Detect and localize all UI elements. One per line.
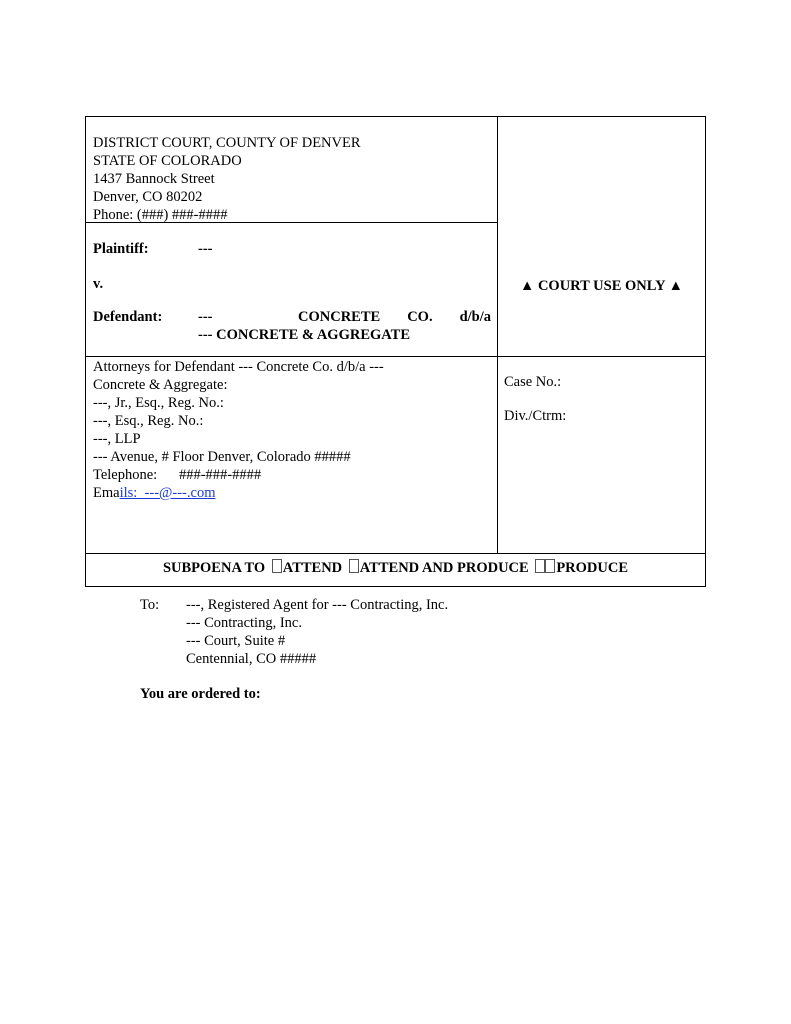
attorney-info	[93, 358, 384, 502]
court-street: 1437 Bannock Street	[93, 171, 215, 187]
court-info	[93, 134, 361, 224]
party-info	[93, 240, 491, 344]
case-info	[504, 373, 566, 441]
recipient-line: --- Court, Suite #	[186, 633, 286, 649]
versus-row	[93, 275, 491, 293]
subpoena-type-row	[86, 559, 705, 577]
court-phone: Phone: (###) ###-####	[93, 207, 228, 223]
attorney-telephone: Telephone: ###-###-####	[93, 467, 262, 483]
plaintiff-name: ---	[198, 241, 213, 257]
produce-checkbox-2[interactable]	[545, 559, 555, 573]
versus-text: v.	[93, 276, 104, 292]
attorney-line: Attorneys for Defendant --- Concrete Co. d/b/a ---	[93, 359, 384, 375]
produce-option: PRODUCE	[556, 560, 629, 576]
defendant-label: Defendant:	[93, 309, 163, 325]
attorney-line: --- Avenue, # Floor Denver, Colorado #####	[93, 449, 351, 465]
defendant-word: CO.	[407, 309, 433, 325]
recipient-line: --- Contracting, Inc.	[186, 615, 302, 631]
subpoena-row-divider	[86, 553, 705, 554]
defendant-prefix: ---	[198, 309, 213, 325]
court-use-only-label: ▲ COURT USE ONLY ▲	[519, 278, 684, 294]
division-label: Div./Ctrm:	[504, 408, 567, 424]
produce-checkbox[interactable]	[535, 559, 545, 573]
email-prefix: Ema	[93, 485, 120, 501]
caption-column-divider	[497, 117, 498, 554]
case-number-label: Case No.:	[504, 374, 562, 390]
attend-and-produce-checkbox[interactable]	[349, 559, 359, 573]
plaintiff-label: Plaintiff:	[93, 241, 149, 257]
attorney-line: Concrete & Aggregate:	[93, 377, 228, 393]
attend-option: ATTEND	[282, 560, 343, 576]
caption-row-divider	[86, 356, 705, 357]
defendant-word: CONCRETE	[298, 309, 381, 325]
recipient-line: Centennial, CO #####	[186, 651, 317, 667]
defendant-row-2	[93, 326, 491, 344]
case-caption-table	[85, 116, 706, 587]
attorney-line: ---, Jr., Esq., Reg. No.:	[93, 395, 224, 411]
defendant-name-line2: --- CONCRETE & AGGREGATE	[198, 327, 411, 343]
attorney-emails	[93, 484, 384, 502]
defendant-row	[93, 308, 491, 326]
defendant-word: d/b/a	[459, 309, 491, 325]
subpoena-title: SUBPOENA TO	[162, 560, 266, 576]
court-name: DISTRICT COURT, COUNTY OF DENVER	[93, 135, 361, 151]
email-link[interactable]: ils: ---@---.com	[119, 485, 216, 501]
defendant-name-line1	[298, 308, 491, 326]
to-label: To:	[140, 597, 160, 613]
recipient-line: ---, Registered Agent for --- Contracting, Inc.	[186, 597, 449, 613]
attend-and-produce-option: ATTEND AND PRODUCE	[359, 560, 529, 576]
recipient-address	[186, 596, 586, 668]
attend-checkbox[interactable]	[272, 559, 282, 573]
court-state: STATE OF COLORADO	[93, 153, 242, 169]
ordered-heading: You are ordered to:	[140, 686, 261, 702]
attorney-line: ---, LLP	[93, 431, 141, 447]
court-city: Denver, CO 80202	[93, 189, 203, 205]
plaintiff-row	[93, 240, 491, 258]
attorney-line: ---, Esq., Reg. No.:	[93, 413, 204, 429]
